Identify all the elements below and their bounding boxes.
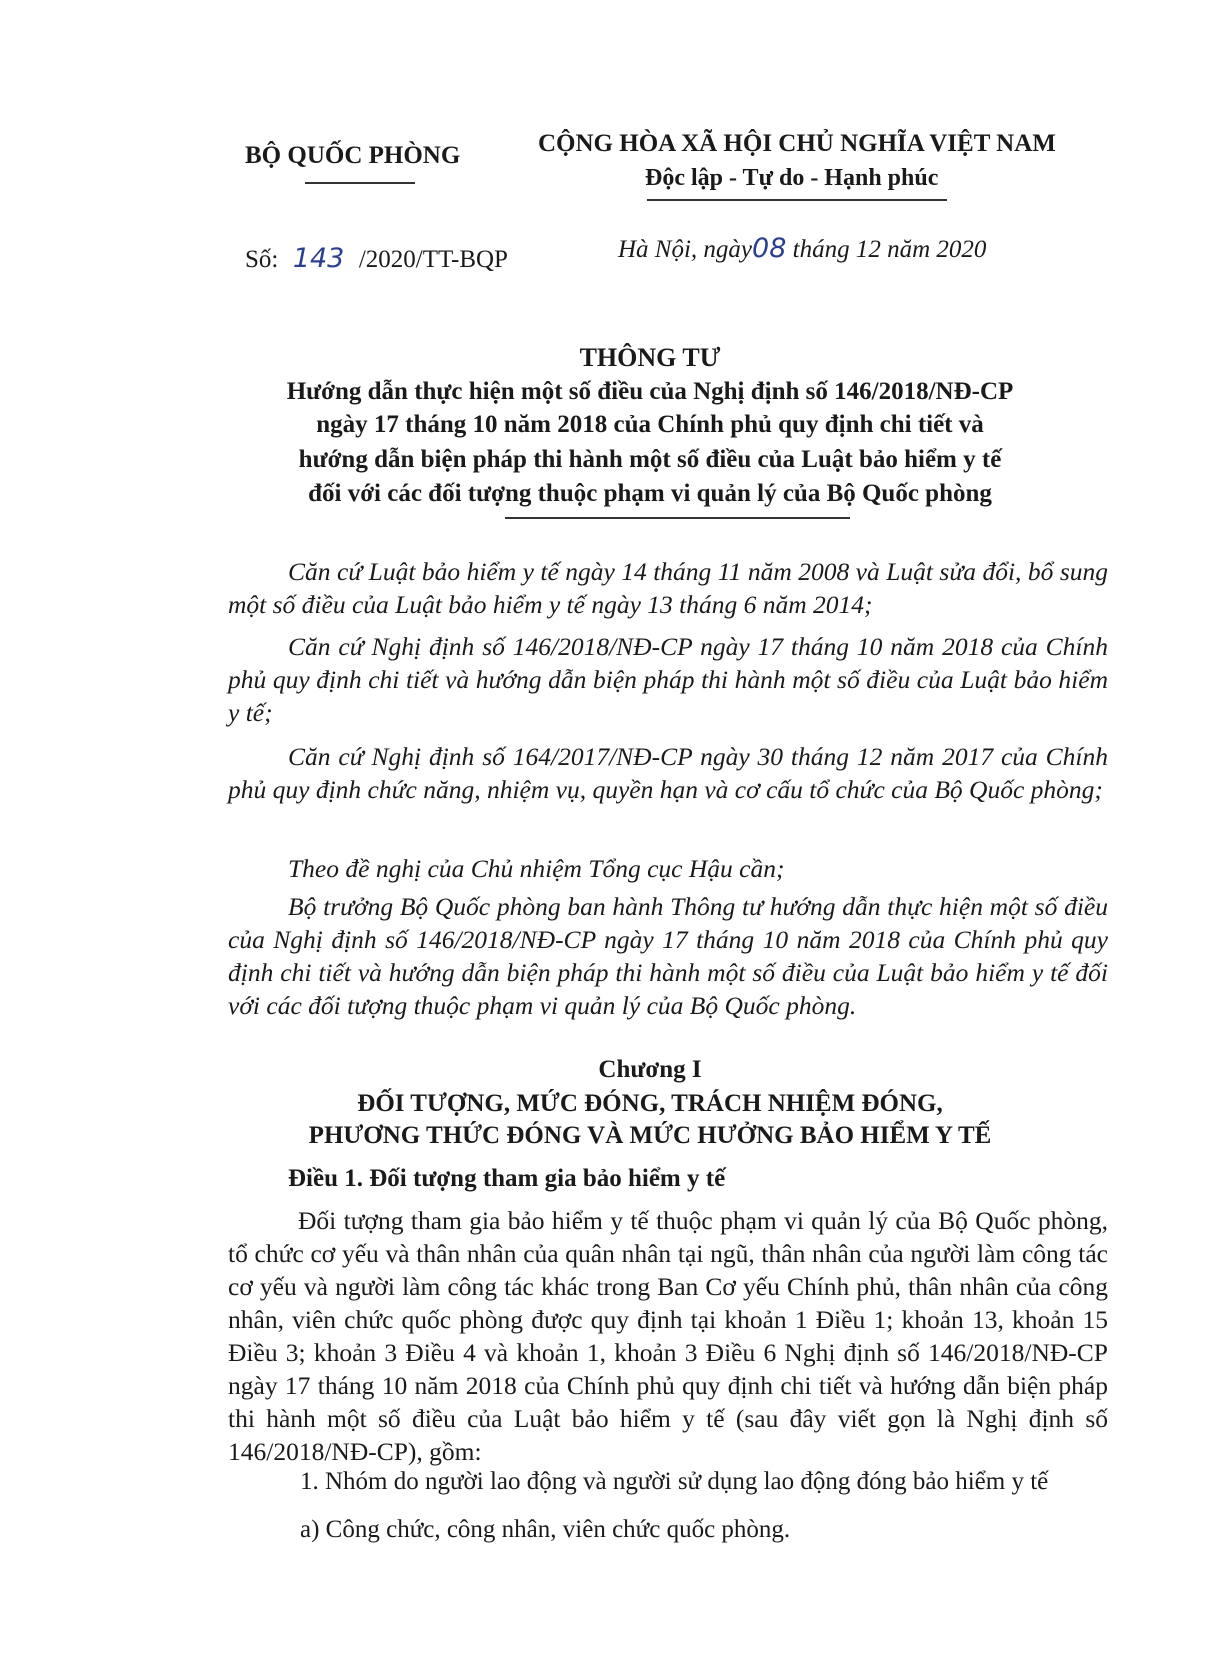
agency-underline (305, 182, 415, 184)
article-1-body: Đối tượng tham gia bảo hiểm y tế thuộc phạm vi quản lý của Bộ Quốc phòng, tổ chức cơ yếu và thân nhân của quân nhân tại ngũ, thân nhân của người làm công tác cơ yếu và người làm công tác khác trong Ban Cơ yếu Chính phủ, thân nhân của công nhân, viên chức quốc phòng được quy định tại khoản 1 Điều 1; khoản 13, khoản 15 Điều 3; khoản 3 Điều 4 và khoản 1, khoản 3 Điều 6 Nghị định số 146/2018/NĐ-CP ngày 17 tháng 10 năm 2018 của Chính phủ quy định chi tiết và hướng dẫn biện pháp thi hành một số điều của Luật bảo hiểm y tế (sau đây viết gọn là Nghị định số 146/2018/NĐ-CP), gồm: (228, 1206, 1108, 1466)
title-line-4: đối với các đối tượng thuộc phạm vi quản lý của Bộ Quốc phòng (308, 480, 992, 507)
handwritten-day: 08 (752, 233, 787, 264)
article-1-heading: Điều 1. Đối tượng tham gia bảo hiểm y tế (288, 1165, 726, 1192)
preamble-paragraph-2: Căn cứ Nghị định số 146/2018/NĐ-CP ngày 17 tháng 10 năm 2018 của Chính phủ quy định chi tiết và hướng dẫn biện pháp thi hành một số điều của Luật bảo hiểm y tế; (228, 632, 1108, 727)
agency-name: BỘ QUỐC PHÒNG (245, 142, 461, 169)
preamble-paragraph-4: Theo đề nghị của Chủ nhiệm Tổng cục Hậu cần; (288, 854, 785, 883)
number-suffix: /2020/TT-BQP (358, 246, 508, 273)
national-motto: Độc lập - Tự do - Hạnh phúc (645, 165, 939, 191)
document-date (618, 233, 986, 264)
date-prefix: Hà Nội, ngày (618, 236, 753, 263)
preamble-paragraph-1: Căn cứ Luật bảo hiểm y tế ngày 14 tháng 11 năm 2008 và Luật sửa đổi, bổ sung một số điều của Luật bảo hiểm y tế ngày 13 tháng 6 năm 2014; (228, 557, 1108, 619)
document-number (245, 243, 508, 274)
chapter-title-line-2: PHƯƠNG THỨC ĐÓNG VÀ MỨC HƯỞNG BẢO HIỂM Y TẾ (308, 1122, 992, 1149)
title-underline (505, 517, 850, 519)
article-1-item-a: a) Công chức, công nhân, viên chức quốc phòng. (300, 1516, 791, 1543)
chapter-label: Chương I (598, 1056, 702, 1083)
preamble-paragraph-5: Bộ trưởng Bộ Quốc phòng ban hành Thông tư hướng dẫn thực hiện một số điều của Nghị định số 146/2018/NĐ-CP ngày 17 tháng 10 năm 2018 của Chính phủ quy định chi tiết và hướng dẫn biện pháp thi hành một số điều của Luật bảo hiểm y tế đối với các đối tượng thuộc phạm vi quản lý của Bộ Quốc phòng. (228, 892, 1108, 1020)
date-suffix: tháng 12 năm 2020 (786, 236, 987, 263)
document-type: THÔNG TƯ (579, 343, 721, 372)
title-line-1: Hướng dẫn thực hiện một số điều của Nghị định số 146/2018/NĐ-CP (286, 378, 1014, 405)
handwritten-number: 143 (292, 243, 345, 274)
nation-name: CỘNG HÒA XÃ HỘI CHỦ NGHĨA VIỆT NAM (538, 130, 1056, 157)
motto-underline (647, 199, 947, 201)
chapter-title-line-1: ĐỐI TƯỢNG, MỨC ĐÓNG, TRÁCH NHIỆM ĐÓNG, (357, 1090, 943, 1117)
title-line-2: ngày 17 tháng 10 năm 2018 của Chính phủ quy định chi tiết và (316, 411, 984, 438)
article-1-item-1: 1. Nhóm do người lao động và người sử dụng lao động đóng bảo hiểm y tế (300, 1468, 1049, 1495)
title-line-3: hướng dẫn biện pháp thi hành một số điều của Luật bảo hiểm y tế (298, 446, 1002, 473)
number-prefix: Số: (245, 246, 279, 273)
preamble-paragraph-3: Căn cứ Nghị định số 164/2017/NĐ-CP ngày 30 tháng 12 năm 2017 của Chính phủ quy định chức năng, nhiệm vụ, quyền hạn và cơ cấu tổ chức của Bộ Quốc phòng; (228, 742, 1108, 804)
